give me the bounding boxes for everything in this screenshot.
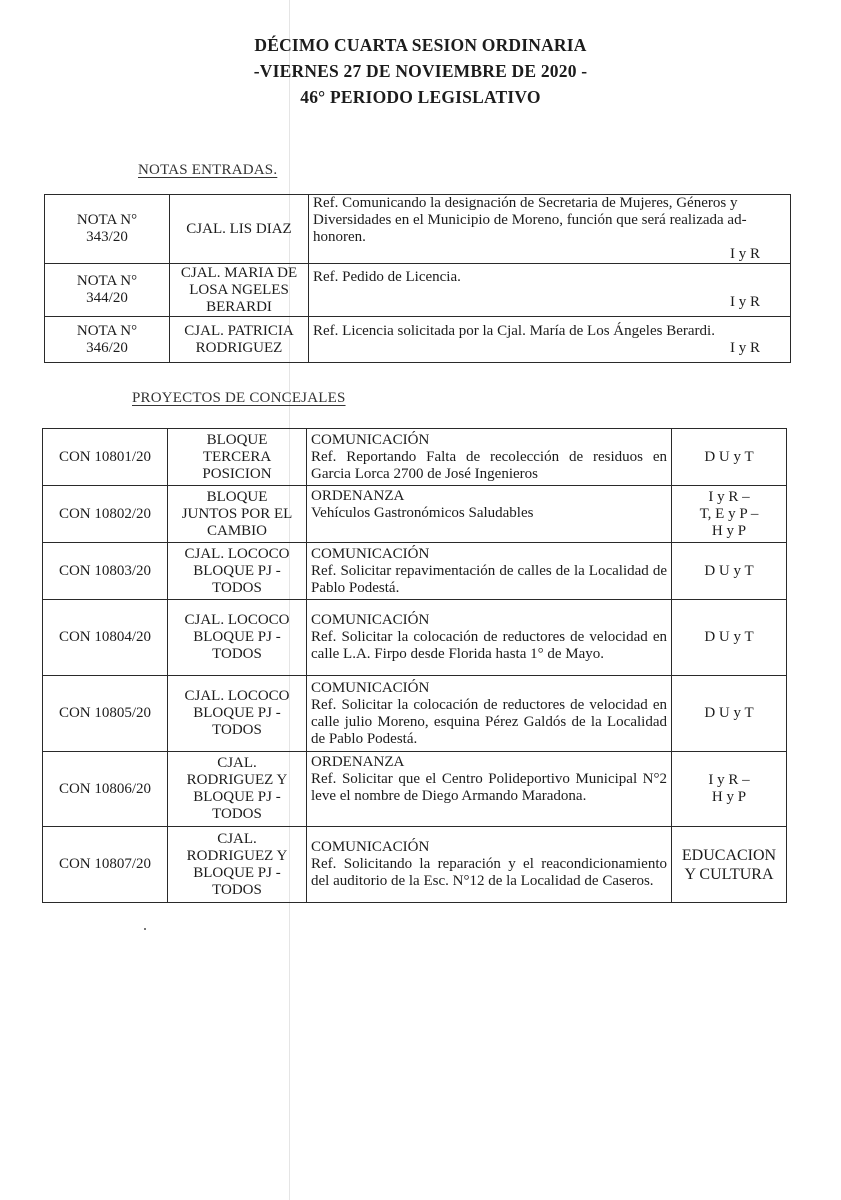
nota-ref: Ref. Licencia solicitada por la Cjal. María de Los Ángeles Berardi. [313,322,715,339]
proyecto-ref: Vehículos Gastronómicos Saludables [311,505,534,521]
table-row [43,827,787,903]
proyecto-author: CJAL. RODRIGUEZ Y BLOQUE PJ - TODOS [168,827,307,903]
proyecto-id: CON 10805/20 [43,676,168,752]
nota-ref: Ref. Comunicando la designación de Secretaria de Mujeres, Géneros y Diversidades en el Municipio de Moreno, función que será realizada ad-honoren. [313,195,747,245]
proyecto-id: CON 10806/20 [43,752,168,827]
table-row [43,486,787,543]
proyecto-ref: Ref. Solicitar repavimentación de calles de la Localidad de Pablo Podestá. [311,562,667,596]
proyecto-cell [307,543,672,600]
nota-commission: I y R [730,294,760,310]
proyecto-type: ORDENANZA [311,488,405,504]
nota-cell [309,264,791,317]
proyecto-author: CJAL. LOCOCO BLOQUE PJ - TODOS [168,600,307,676]
session-date: -VIERNES 27 DE NOVIEMBRE DE 2020 - [253,61,588,81]
proyecto-type: COMUNICACIÓN [311,679,430,696]
nota-author: CJAL. MARIA DE LOSA NGELES BERARDI [170,264,309,317]
nota-ref: Ref. Pedido de Licencia. [313,269,461,285]
proyecto-author: CJAL. LOCOCO BLOQUE PJ - TODOS [168,543,307,600]
table-row [43,543,787,600]
nota-author: CJAL. PATRICIA RODRIGUEZ [170,317,309,363]
nota-id: NOTA N° 346/20 [45,317,170,363]
proyecto-type: COMUNICACIÓN [311,431,430,448]
table-row [45,317,791,363]
nota-id: NOTA N° 344/20 [45,264,170,317]
table-row [43,600,787,676]
proyecto-type: COMUNICACIÓN [311,839,430,855]
proyecto-id: CON 10801/20 [43,429,168,486]
nota-commission: I y R [730,339,760,356]
proyecto-commission: I y R – H y P [672,752,787,827]
proyecto-ref: Ref. Reportando Falta de recolección de residuos en Garcia Lorca 2700 de José Ingenieros [311,448,667,482]
proyecto-type: ORDENANZA [311,754,405,770]
proyecto-cell [307,429,672,486]
proyecto-author: CJAL. RODRIGUEZ Y BLOQUE PJ - TODOS [168,752,307,827]
proyecto-commission: EDUCACION Y CULTURA [672,827,787,903]
table-row [45,264,791,317]
nota-commission: I y R [730,246,760,262]
table-row [43,752,787,827]
proyecto-id: CON 10807/20 [43,827,168,903]
proyecto-commission: D U y T [672,600,787,676]
proyecto-cell [307,600,672,676]
proyecto-commission: D U y T [672,676,787,752]
proyecto-cell [307,827,672,903]
proyecto-commission: D U y T [672,429,787,486]
table-row [45,195,791,264]
proyecto-id: CON 10802/20 [43,486,168,543]
notas-table [44,194,791,363]
proyecto-author: BLOQUE TERCERA POSICION [168,429,307,486]
proyectos-table [42,428,787,903]
nota-id: NOTA N° 343/20 [45,195,170,264]
proyectos-section-title: PROYECTOS DE CONCEJALES [132,390,346,406]
nota-cell [309,195,791,264]
stray-mark [144,928,146,930]
proyecto-id: CON 10803/20 [43,543,168,600]
proyecto-commission: I y R – T, E y P – H y P [672,486,787,543]
proyecto-type: COMUNICACIÓN [311,612,430,628]
notas-section-title: NOTAS ENTRADAS. [138,162,278,178]
proyecto-ref: Ref. Solicitando la reparación y el reacondicionamiento del auditorio de la Esc. N°12 de la Localidad de Caseros. [311,856,667,889]
proyecto-author: BLOQUE JUNTOS POR EL CAMBIO [168,486,307,543]
proyecto-cell [307,752,672,827]
proyecto-cell [307,486,672,543]
proyecto-ref: Ref. Solicitar la colocación de reductores de velocidad en calle julio Moreno, esquina Pérez Galdós de la Localidad de Pablo Podestá. [311,696,667,747]
table-row [43,429,787,486]
proyecto-type: COMUNICACIÓN [311,545,430,562]
legislative-period: 46° PERIODO LEGISLATIVO [300,87,541,107]
nota-author: CJAL. LIS DIAZ [170,195,309,264]
proyecto-commission: D U y T [672,543,787,600]
table-row [43,676,787,752]
proyecto-cell [307,676,672,752]
proyecto-author: CJAL. LOCOCO BLOQUE PJ - TODOS [168,676,307,752]
proyecto-id: CON 10804/20 [43,600,168,676]
proyecto-ref: Ref. Solicitar que el Centro Polideportivo Municipal N°2 leve el nombre de Diego Armando Maradona. [311,771,667,804]
proyecto-ref: Ref. Solicitar la colocación de reductores de velocidad en calle L.A. Firpo desde Florida hasta 1° de Mayo. [311,629,667,662]
nota-cell [309,317,791,363]
session-title: DÉCIMO CUARTA SESION ORDINARIA [254,35,587,55]
